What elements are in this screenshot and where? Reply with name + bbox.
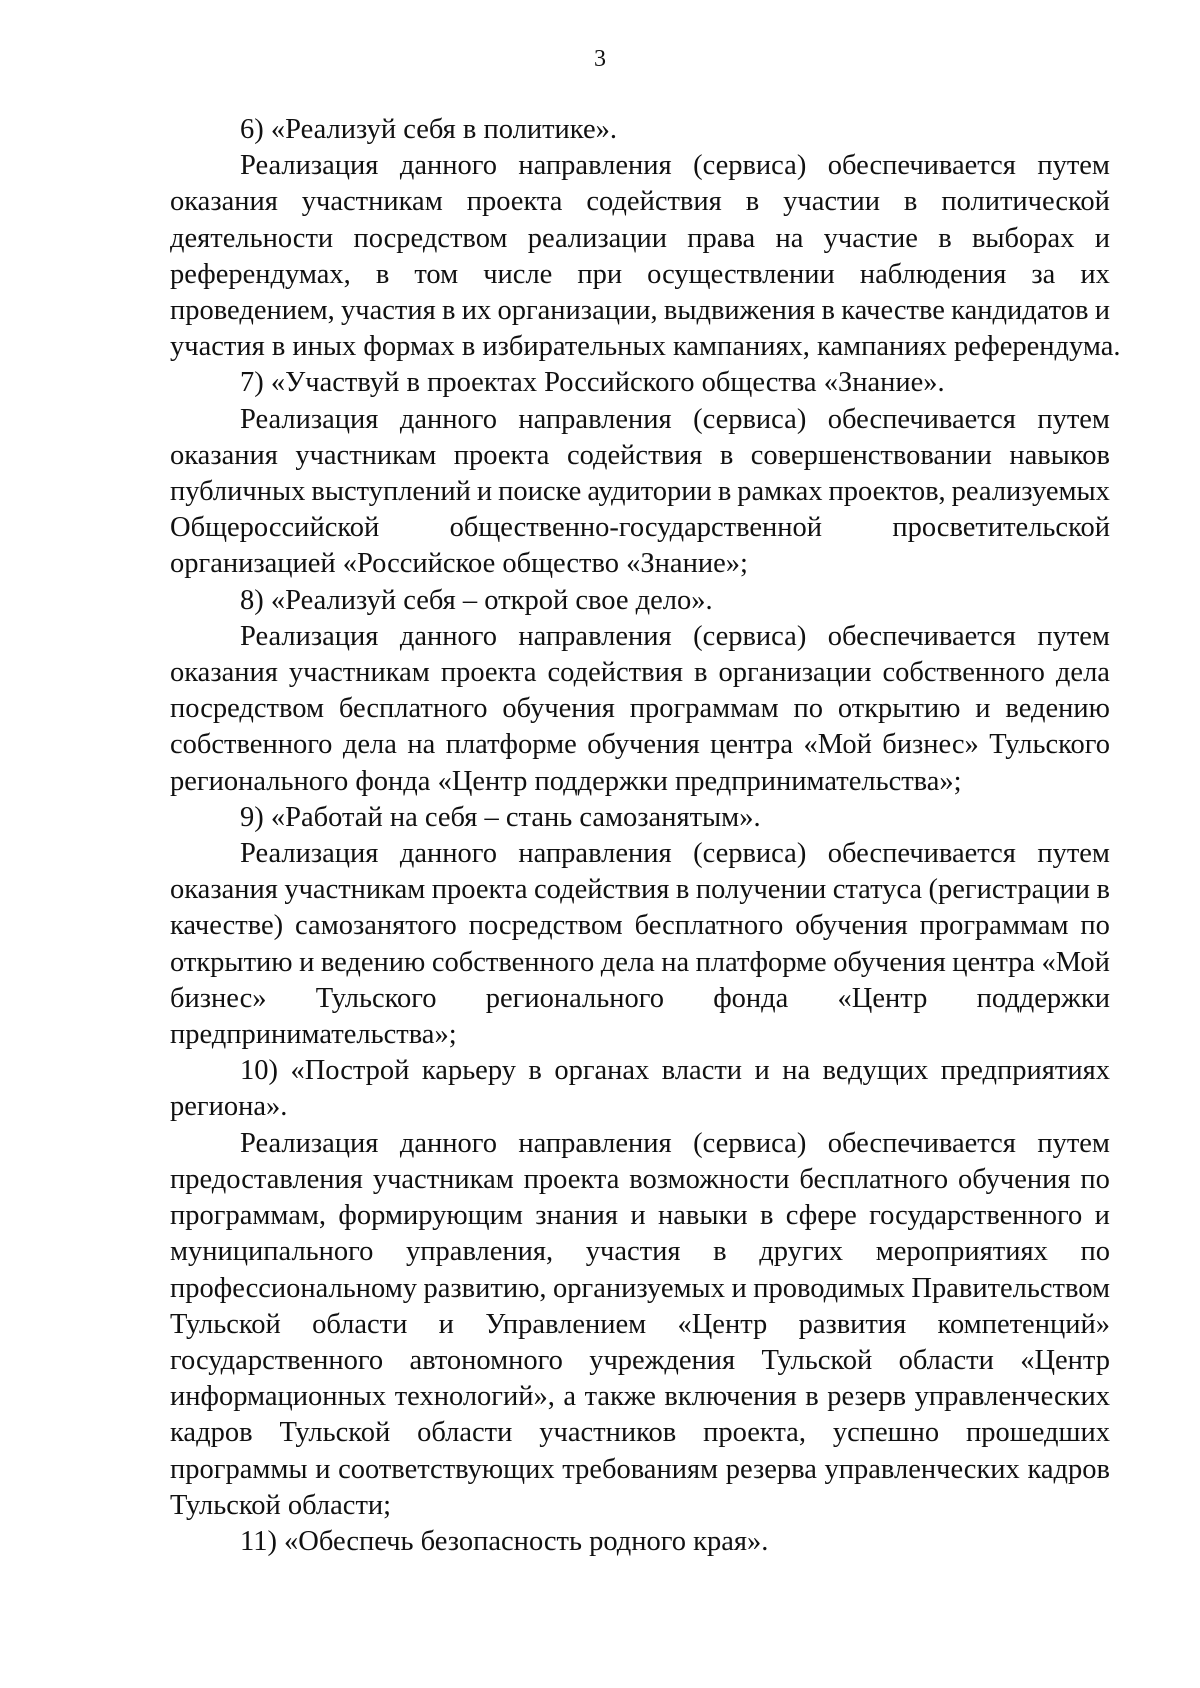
paragraph [170, 148, 1121, 365]
text-line: 7) «Участвуй в проектах Российского общества «Знание». [240, 367, 945, 399]
text-line: Тульской области и Управлением «Центр развития компетенций» [170, 1308, 1110, 1340]
text-line: посредством бесплатного обучения программам по открытию и ведению [170, 693, 1110, 725]
paragraph [170, 836, 1110, 1053]
text-line: оказания участникам проекта содействия в организации собственного дела [170, 657, 1110, 689]
text-line: 10) «Построй карьеру в органах власти и на ведущих предприятиях [240, 1055, 1110, 1087]
text-line: кадров Тульской области участников проекта, успешно прошедших [170, 1417, 1110, 1449]
text-line: оказания участникам проекта содействия в участии в политической [170, 186, 1110, 218]
paragraph [170, 619, 1110, 800]
text-line: профессиональному развитию, организуемых и проводимых Правительством [170, 1272, 1110, 1304]
text-line: 11) «Обеспечь безопасность родного края». [240, 1525, 769, 1557]
text-line: Реализация данного направления (сервиса) обеспечивается путем [240, 150, 1110, 182]
text-line: региона». [170, 1091, 288, 1123]
paragraph [170, 402, 1110, 583]
text-line: референдумах, в том числе при осуществлении наблюдения за их [170, 258, 1110, 290]
text-line: бизнес» Тульского регионального фонда «Центр поддержки [170, 982, 1110, 1014]
text-line: программы и соответствующих требованиям резерва управленческих кадров [170, 1453, 1110, 1485]
text-line: Реализация данного направления (сервиса) обеспечивается путем [240, 403, 1110, 435]
page-number: 3 [594, 46, 606, 72]
text-line: проведением, участия в их организации, выдвижения в качестве кандидатов и [170, 295, 1110, 327]
section-heading [170, 112, 1110, 148]
text-line: Общероссийской общественно-государственной просветительской [170, 512, 1110, 544]
text-line: регионального фонда «Центр поддержки предпринимательства»; [170, 765, 962, 797]
text-line: публичных выступлений и поиске аудитории в рамках проектов, реализуемых [170, 476, 1110, 508]
text-line: оказания участникам проекта содействия в получении статуса (регистрации в [170, 874, 1110, 906]
text-line: деятельности посредством реализации права на участие в выборах и [170, 222, 1110, 254]
section-heading [170, 1053, 1110, 1125]
text-line: 9) «Работай на себя – стань самозанятым». [240, 801, 761, 833]
text-line: Реализация данного направления (сервиса) обеспечивается путем [240, 620, 1110, 652]
document-body [170, 112, 1121, 1560]
text-line: оказания участникам проекта содействия в совершенствовании навыков [170, 439, 1110, 471]
text-line: программам, формирующим знания и навыки в сфере государственного и [170, 1200, 1110, 1232]
paragraph [170, 1126, 1110, 1524]
text-line: государственного автономного учреждения Тульской области «Центр [170, 1344, 1110, 1376]
text-line: предоставления участникам проекта возможности бесплатного обучения по [170, 1163, 1110, 1195]
text-line: открытию и ведению собственного дела на платформе обучения центра «Мой [170, 946, 1110, 978]
section-heading [170, 365, 1110, 401]
section-heading [170, 583, 1110, 619]
section-heading [170, 1524, 1110, 1560]
section-heading [170, 800, 1110, 836]
text-line: качестве) самозанятого посредством бесплатного обучения программам по [170, 910, 1110, 942]
text-line: Реализация данного направления (сервиса) обеспечивается путем [240, 838, 1110, 870]
text-line: предпринимательства»; [170, 1019, 457, 1051]
text-line: организацией «Российское общество «Знание»; [170, 548, 748, 580]
text-line: собственного дела на платформе обучения центра «Мой бизнес» Тульского [170, 729, 1110, 761]
text-line: Тульской области; [170, 1489, 392, 1521]
text-line: муниципального управления, участия в других мероприятиях по [170, 1236, 1110, 1268]
text-line: 8) «Реализуй себя – открой свое дело». [240, 584, 713, 616]
text-line: информационных технологий», а также включения в резерв управленческих [170, 1381, 1110, 1413]
text-line: 6) «Реализуй себя в политике». [240, 114, 617, 145]
text-line: участия в иных формах в избирательных кампаниях, кампаниях референдума. [170, 331, 1121, 363]
text-line: Реализация данного направления (сервиса) обеспечивается путем [240, 1127, 1110, 1159]
